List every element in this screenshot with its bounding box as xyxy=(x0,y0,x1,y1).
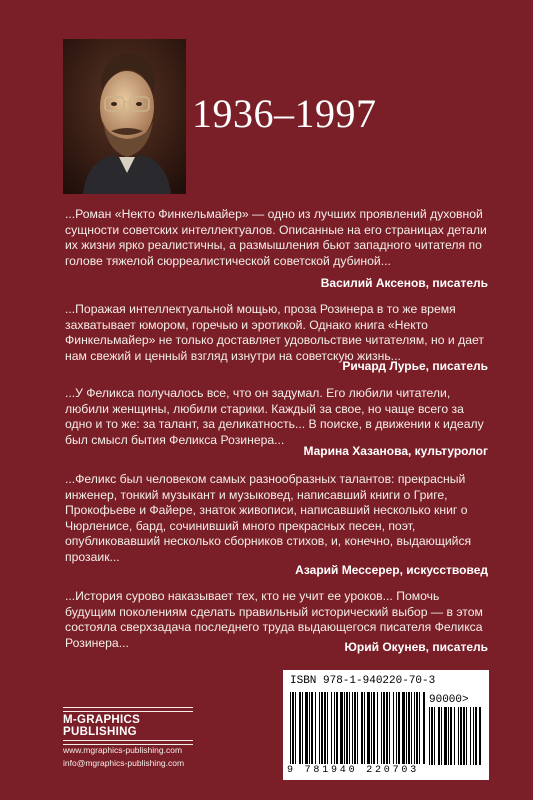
addon-barcode-icon xyxy=(429,707,481,765)
barcode-bars-icon xyxy=(290,692,426,764)
publisher-logo xyxy=(63,707,193,745)
life-years: 1936–1997 xyxy=(192,91,377,136)
review-author: Василий Аксенов, писатель xyxy=(320,276,488,290)
isbn-barcode xyxy=(283,670,489,780)
price-code: 90000> xyxy=(429,694,469,706)
review-quote: ...История сурово наказывает тех, кто не учит ее уроков... Помочь будущим поколениям сделать правильный исторический выбор — в этом состояла сверхзадача последнего труда выдающегося писателя Феликса Розинера... xyxy=(65,589,483,650)
review-author: Юрий Окунев, писатель xyxy=(344,640,488,654)
publisher-website[interactable]: www.mgraphics-publishing.com xyxy=(63,745,183,755)
review-author: Ричард Лурье, писатель xyxy=(342,359,488,373)
publisher-name: M-GRAPHICS PUBLISHING xyxy=(63,714,141,738)
ean-number: 9 781940 220703 xyxy=(287,765,420,776)
review-quote: ...Поражая интеллектуальной мощью, проза Розинера в то же время захватывает юмором, горечью и эротикой. Однако книга «Некто Финкельмайер» не только доставляет удовольствие читателям, но и дает нам свежий и ценный взгляд изнутри на советскую жизнь... xyxy=(65,302,484,363)
author-photo xyxy=(63,39,186,194)
publisher-email[interactable]: info@mgraphics-publishing.com xyxy=(63,758,185,768)
review-quote: ...Феликс был человеком самых разнообразных талантов: прекрасный инженер, тонкий музыкант и музыковед, написавший книги о Григе, Прокофьеве и Файере, знаток живописи, написавший несколько книг о Чюрленисе, бард, сочинивший много прекрасных песен, поэт, опубликовавший несколько сборников стихов, и, конечно, выдающийся прозаик... xyxy=(65,472,472,564)
review-author: Азарий Мессерер, искусствовед xyxy=(295,563,488,577)
review-author: Марина Хазанова, культуролог xyxy=(303,444,488,458)
review-quote: ...Роман «Некто Финкельмайер» — одно из лучших проявлений духовной сущности советских интеллектуалов. Описанные на его страницах детали их жизни ярко реалистичны, а размышления бьют западного читателя по голове тяжелой сюрреалистической советской дубиной... xyxy=(65,207,487,268)
review-quote: ...У Феликса получалось все, что он задумал. Его любили читатели, любили женщины, любили старики. Каждый за свое, но чаще всего за одно и то же: за талант, за деликатность... В поиске, в движении к идеалу был смысл бытия Феликса Розинера... xyxy=(65,386,484,447)
isbn-number: ISBN 978-1-940220-70-3 xyxy=(290,675,436,687)
